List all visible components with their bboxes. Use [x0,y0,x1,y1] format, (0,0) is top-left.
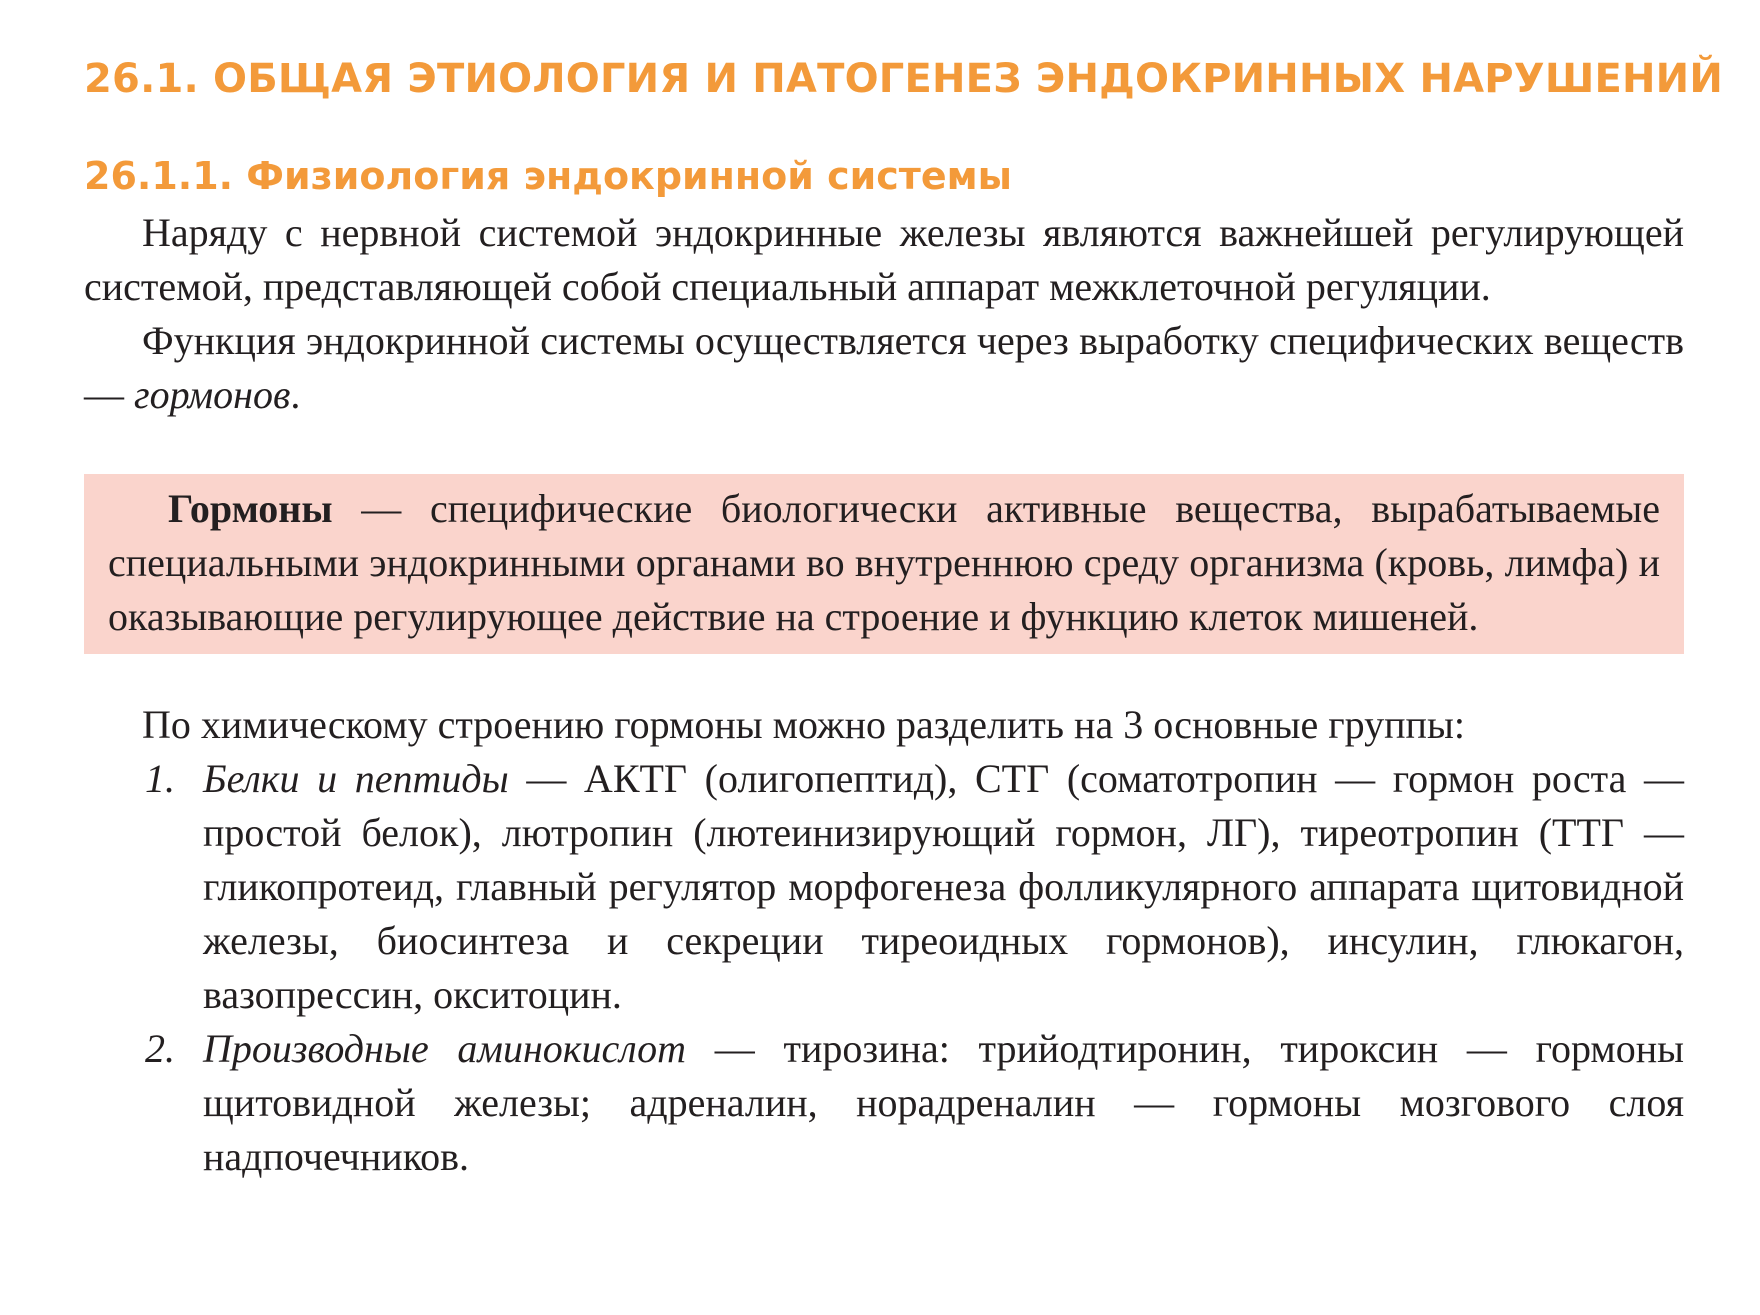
paragraph-intro: Наряду с нервной системой эндокринные железы являются важнейшей регулирующей системой, представляющей собой специальный аппарат межклеточной регуляции. [84,210,1684,309]
definition-text: Гормоны — специфические биологически активные вещества, вырабатываемые специальными эндокринными органами во внутреннюю среду организма (кровь, лимфа) и оказывающие регулирующее действие на строение и функцию клеток мишеней. [108,486,1660,639]
group-name: Белки и пептиды [203,756,509,801]
definition-box [84,474,1684,654]
section-title: 26.1. ОБЩАЯ ЭТИОЛОГИЯ И ПАТОГЕНЕЗ ЭНДОКРИННЫХ НАРУШЕНИЙ [84,56,1724,102]
paragraph-function: Функция эндокринной системы осуществляется через выработку специфических веществ — гормонов. [84,318,1684,417]
emphasis-hormones: гормонов [134,372,291,417]
textbook-page [84,52,1724,1184]
groups-intro: По химическому строению гормоны можно разделить на 3 основные группы: [142,702,1465,747]
list-number: 1. [145,756,175,801]
hormone-groups-list [84,752,1684,1184]
group-name: Производные аминокислот [203,1026,687,1071]
subsection-title: 26.1.1. Физиология эндокринной системы [84,154,1013,198]
spacer [84,422,1684,474]
list-number: 2. [145,1026,175,1071]
list-item: 1. Белки и пептиды — АКТГ (олигопептид), СТГ (соматотропин — гормон роста — простой белок), лютропин (лютеинизирующий гормон, ЛГ), тиреотропин (ТТГ — гликопротеид, главный регулятор морфогенеза фолликулярного аппарата щитовидной железы, биосинтеза и секреции тиреоидных гормонов), инсулин, глюкагон, вазопрессин, окситоцин. [84,752,1684,1022]
list-item: 2. Производные аминокислот — тирозина: трийодтиронин, тироксин — гормоны щитовидной железы; адреналин, норадреналин — гормоны мозгового слоя надпочечников. [84,1022,1684,1184]
definition-term: Гормоны [168,486,333,531]
